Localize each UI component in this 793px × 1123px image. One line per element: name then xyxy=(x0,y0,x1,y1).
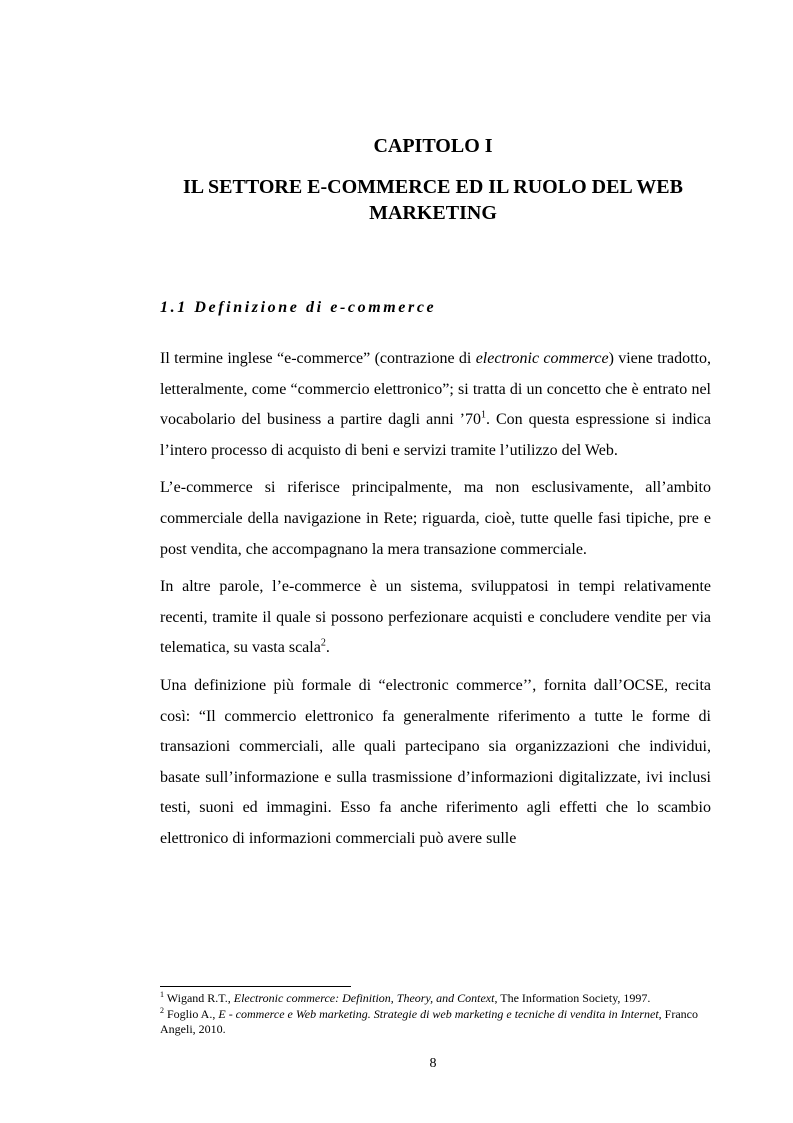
footnote-1-pre: Wigand R.T., xyxy=(164,991,234,1005)
footnote-1-title: Electronic commerce: Definition, Theory, and Context xyxy=(233,991,495,1005)
paragraph-4: Una definizione più formale di “electronic commerce’’, fornita dall’OCSE, recita così: “Il commercio elettronico fa generalmente riferimento a tutte le forme di transazioni commerciali, alle quali partecipano sia organizzazioni che individui, basate sull’informazione e sulla trasmissione d’informazioni digitalizzate, ivi inclusi testi, suoni ed immagini. Esso fa anche riferimento agli effetti che lo scambio elettronico di informazioni commerciali può avere sulle xyxy=(160,676,711,847)
paragraph-1-text-a: Il termine inglese “e-commerce” (contrazione di xyxy=(160,350,476,367)
footnote-ref-2: 2 xyxy=(320,638,326,650)
chapter-label: CAPITOLO I xyxy=(373,135,493,157)
chapter-title: IL SETTORE E-COMMERCE ED IL RUOLO DEL WEB MARKETING xyxy=(183,176,683,224)
footnote-2-pre: Foglio A., xyxy=(164,1006,219,1021)
paragraph-3 xyxy=(160,572,711,664)
paragraph-3-text-b: . xyxy=(325,639,330,657)
paragraph-2: L’e-commerce si riferisce principalmente, ma non esclusivamente, all’ambito commerciale della navigazione in Rete; riguarda, cioè, tutte quelle fasi tipiche, pre e post vendita, che accompagnano la mera transazione commerciale. xyxy=(160,479,711,558)
paragraph-1-italic-term: electronic commerce xyxy=(475,350,609,367)
paragraph-1-text-c: . Con questa espressione si indica l’intero processo di acquisto di beni e servizi tramite l’utilizzo del Web. xyxy=(160,411,711,459)
footnote-2-post: , Franco Angeli, 2010. xyxy=(160,1006,698,1036)
footnotes xyxy=(160,991,711,1038)
footnote-2-number: 2 xyxy=(160,1005,164,1015)
footnote-2-title: E - commerce e Web marketing. Strategie di web marketing e tecniche di vendita in Internet xyxy=(218,1006,659,1021)
paragraph-3-text-a: In altre parole, l’e-commerce è un sistema, sviluppatosi in tempi relativamente recenti, tramite il quale si possono perfezionare acquisti e concludere vendite per via telematica, su vasta scala xyxy=(160,578,711,657)
footnote-1-number: 1 xyxy=(160,990,164,999)
paragraph-1 xyxy=(160,344,711,466)
body-text xyxy=(160,344,711,862)
footnote-ref-1: 1 xyxy=(480,409,486,421)
page-number: 8 xyxy=(429,1056,437,1071)
footnote-divider xyxy=(160,986,351,987)
footnote-1-post: , The Information Society, 1997. xyxy=(494,991,651,1005)
paragraph-1-text-b: ) viene tradotto, letteralmente, come “commercio elettronico”; si tratta di un concetto che è entrato nel vocabolario del business a partire dagli anni ’70 xyxy=(160,350,711,429)
footnote-2 xyxy=(160,1007,711,1038)
footnote-1 xyxy=(160,991,711,1007)
section-heading: 1.1 Definizione di e-commerce xyxy=(160,299,437,316)
